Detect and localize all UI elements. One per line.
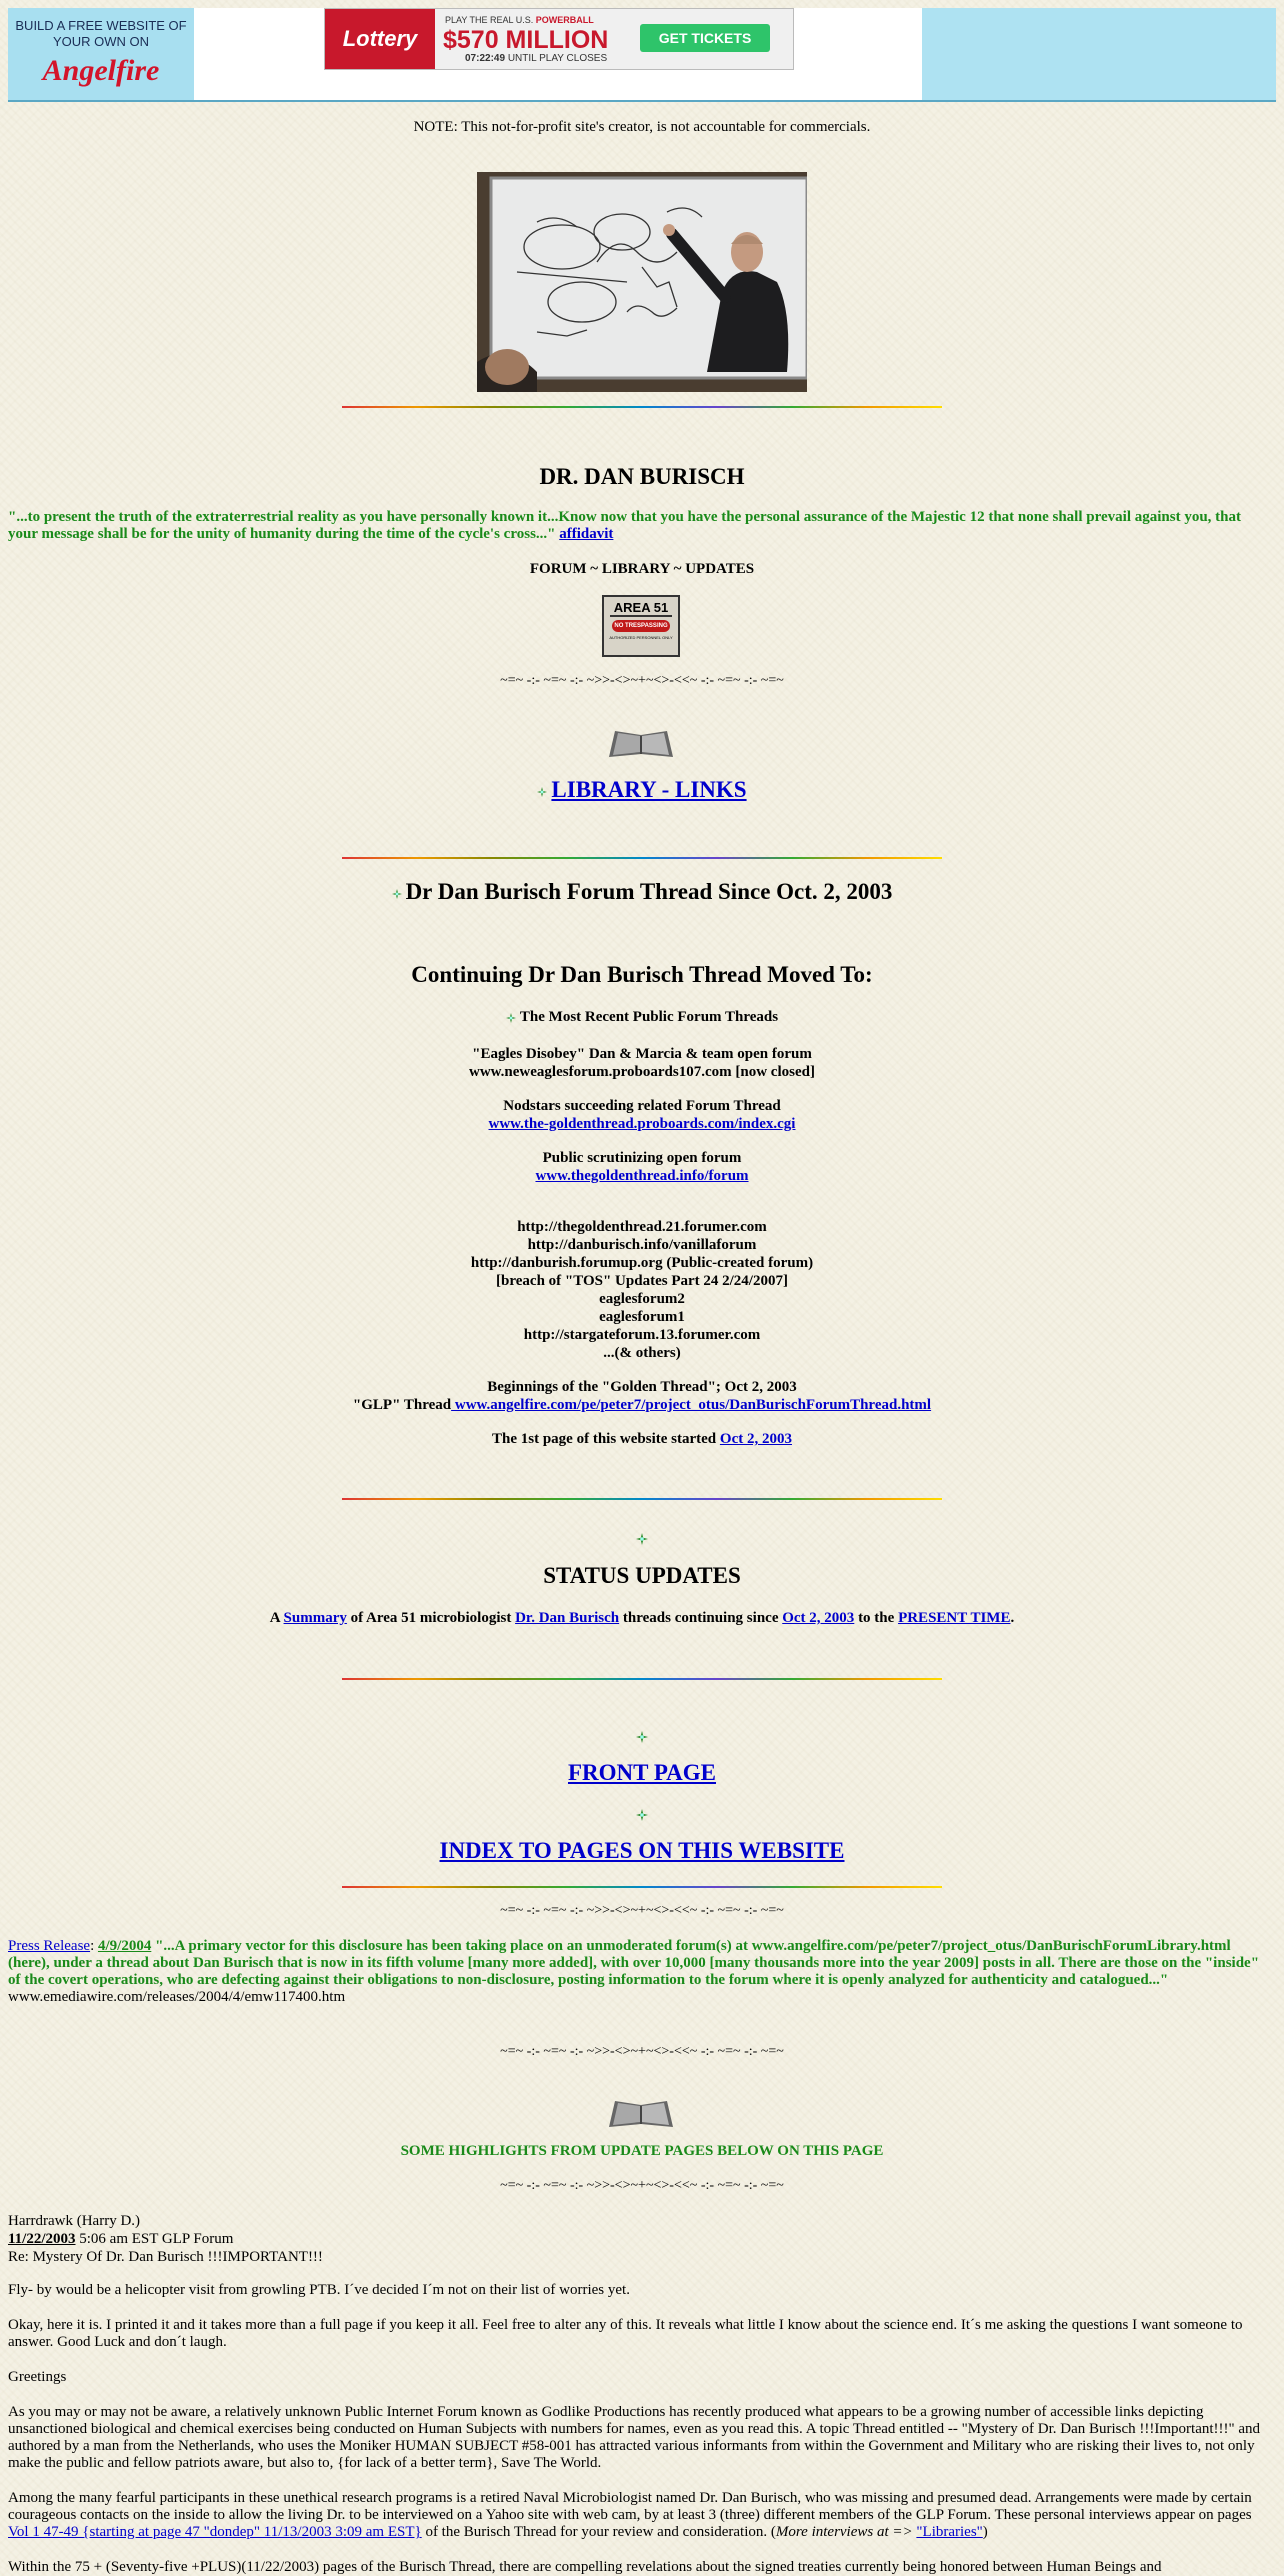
- recent-threads-label: The Most Recent Public Forum Threads: [519, 1009, 779, 1025]
- forum-list-item: ...(& others): [603, 1345, 681, 1361]
- rainbow-divider: [342, 1678, 942, 1680]
- post-paragraph: Fly- by would be a helicopter visit from growling PTB. I´ve decided I´m not on their list of worries yet.: [8, 2282, 630, 2298]
- press-sep: :: [90, 1938, 98, 1954]
- sparkle-icon: [636, 1809, 648, 1821]
- post-p5-a: Among the many fearful participants in these unethical research programs is a retired Naval Microbiologist named Dr. Dan Burisch, who was missing and presumed dead. Arrangements were made by certain courageous contacts on the inside to allow the living Dr. to be interviewed on a Yahoo site with web cam, by at least 3 (three) different members of the GLP Forum. These personal interviews appear on pages: [8, 2490, 1252, 2523]
- area51-sign-top: AREA 51: [613, 600, 669, 615]
- area51-sign-bar: [610, 615, 672, 617]
- post-p5-em: More interviews at =>: [775, 2524, 917, 2540]
- golden-thread-link[interactable]: www.angelfire.com/pe/peter7/project_otus/DanBurischForumThread.html: [451, 1397, 932, 1413]
- post-paragraph: As you may or may not be aware, a relatively unknown Public Internet Forum known as Godlike Productions has recently produced what appears to be a growing number of accessible links depicting unsanctioned biological and chemical exercises being conducted on Human Subjects with numbers for names, even as you read this. A topic Thread entitled -- "Mystery of Dr. Dan Burisch !!!Important!!!" and authored by a man from the Netherlands, who uses the Moniker HUMAN SUBJECT #58-001 has attracted various informants from within the Government and Military who are risking their lives to, not only make the public and fellow patriots aware, but also to, {for lack of a better term}, Save The World.: [8, 2404, 1261, 2471]
- summary-to: to the: [854, 1610, 899, 1626]
- sparkle-icon: [636, 1533, 648, 1545]
- divider-text: ~=~ -:- ~=~ -:- ~>>-<>~+~<>-<<~ -:- ~=~ -:- ~=~: [500, 2178, 784, 2193]
- post-p5-b: of the Burisch Thread for your review and consideration. (: [421, 2524, 776, 2540]
- index-sparkle: [8, 1806, 1276, 1823]
- sparkle-icon: [506, 1013, 516, 1023]
- ad-small-highlight: POWERBALL: [535, 15, 594, 25]
- ad-timer: [465, 53, 607, 64]
- public-forum-link[interactable]: www.thegoldenthread.info/forum: [535, 1168, 749, 1184]
- forum-list-item: [breach of "TOS" Updates Part 24 2/24/2007]: [496, 1273, 788, 1289]
- vol1-pages-link[interactable]: Vol 1 47-49 {starting at page 47 "dondep" 11/13/2003 3:09 am EST}: [8, 2524, 422, 2540]
- ad-small-text: [445, 15, 594, 25]
- post-time: 5:06 am EST GLP Forum: [75, 2231, 234, 2247]
- summary-of: of Area 51 microbiologist: [346, 1610, 516, 1626]
- library-links-link[interactable]: LIBRARY - LINKS: [551, 777, 747, 802]
- golden-thread-title: Beginnings of the "Golden Thread"; Oct 2, 2003: [487, 1379, 797, 1395]
- post-p5-c: ): [982, 2524, 988, 2540]
- rainbow-divider: [342, 857, 942, 859]
- ad-amount: $570 MILLION: [443, 26, 609, 54]
- summary-line: [8, 1610, 1276, 1627]
- dan-burisch-link[interactable]: Dr. Dan Burisch: [515, 1610, 620, 1626]
- forum-library-updates: FORUM ~ LIBRARY ~ UPDATES: [529, 561, 755, 577]
- front-sparkle: [8, 1728, 1276, 1745]
- first-page-date-link[interactable]: Oct 2, 2003: [719, 1431, 792, 1447]
- summary-end: .: [1010, 1610, 1015, 1626]
- ad-timer-text: UNTIL PLAY CLOSES: [507, 53, 608, 64]
- book-icon: [607, 727, 675, 759]
- majestic-quote: [8, 509, 1274, 543]
- summary-link[interactable]: Summary: [283, 1610, 347, 1626]
- book-icon: [607, 2097, 675, 2129]
- top-banner-filler: [922, 8, 1276, 100]
- post-paragraph: Okay, here it is. I printed it and it takes more than a full page if you keep it all. Feel free to alter any of this. It reveals what little I know about the science end. It´s me asking the questions I want someone to answer. Good Luck and don´t laugh.: [8, 2317, 1243, 2350]
- nodstars-forum-title: Nodstars succeeding related Forum Thread: [503, 1098, 781, 1114]
- public-forum: [8, 1149, 1276, 1185]
- summary-cont: threads continuing since: [619, 1610, 783, 1626]
- rainbow-divider: [342, 1498, 942, 1500]
- first-page-line: [8, 1431, 1276, 1448]
- quote-text: "...to present the truth of the extraterrestrial reality as you have personally known it...Know now that you have the personal assurance of the Majestic 12 that none shall prevail against you, that your message shall be for the unity of humanity during the time of the cycle's cross...": [8, 509, 1242, 542]
- eagles-forum: [8, 1045, 1276, 1081]
- front-page-row: [8, 1760, 1276, 1786]
- sparkle-icon: [537, 787, 547, 797]
- present-time-link[interactable]: PRESENT TIME: [898, 1610, 1011, 1626]
- post-paragraph: [8, 2490, 1274, 2541]
- press-release-link[interactable]: Press Release: [8, 1938, 91, 1954]
- public-forum-title: Public scrutinizing open forum: [542, 1150, 742, 1166]
- forum-list-item: http://danburish.forumup.org (Public-created forum): [470, 1255, 814, 1271]
- eagles-forum-title: "Eagles Disobey" Dan & Marcia & team open forum: [472, 1046, 812, 1062]
- angelfire-tagline: BUILD A FREE WEBSITE OF YOUR OWN ON: [15, 18, 187, 49]
- libraries-link[interactable]: "Libraries": [916, 2524, 983, 2540]
- nodstars-forum-link[interactable]: www.the-goldenthread.proboards.com/index.cgi: [488, 1116, 796, 1132]
- ad-timer-value: 07:22:49: [465, 53, 506, 64]
- lottery-ad[interactable]: [324, 8, 794, 70]
- divider-text: ~=~ -:- ~=~ -:- ~>>-<>~+~<>-<<~ -:- ~=~ -:- ~=~: [500, 2044, 784, 2059]
- status-sparkle: [8, 1530, 1276, 1547]
- sparkle-icon: [636, 1731, 648, 1743]
- forum-post: [8, 2212, 1274, 2266]
- page-title: DR. DAN BURISCH: [539, 464, 745, 489]
- rainbow-divider: [342, 406, 942, 408]
- whiteboard-photo: [477, 172, 807, 392]
- lottery-brand: Lottery: [325, 9, 435, 69]
- post-subject: Re: Mystery Of Dr. Dan Burisch !!!IMPORTANT!!!: [8, 2249, 323, 2265]
- nodstars-forum: [8, 1097, 1276, 1133]
- golden-thread: [8, 1378, 1276, 1414]
- forum-list-item: eaglesforum2: [599, 1291, 685, 1307]
- forum-list-item: http://thegoldenthread.21.forumer.com: [517, 1219, 767, 1235]
- forum-list-item: eaglesforum1: [599, 1309, 685, 1325]
- rainbow-divider: [342, 1886, 942, 1888]
- angelfire-logo: Angelfire: [42, 54, 160, 87]
- index-pages-link[interactable]: INDEX TO PAGES ON THIS WEBSITE: [439, 1838, 845, 1863]
- index-row: [8, 1838, 1276, 1864]
- highlights-heading: SOME HIGHLIGHTS FROM UPDATE PAGES BELOW ON THIS PAGE: [400, 2143, 884, 2159]
- press-date-link[interactable]: 4/9/2004: [97, 1938, 152, 1954]
- forum-list: [8, 1218, 1276, 1362]
- post-paragraph: Within the 75 + (Seventy-five +PLUS)(11/22/2003) pages of the Burisch Thread, there are compelling revelations about the signed treaties currently being honored between Human Beings and: [8, 2559, 1162, 2575]
- angelfire-banner[interactable]: [8, 8, 194, 100]
- summary-a: A: [269, 1610, 284, 1626]
- eagles-forum-url: www.neweaglesforum.proboards107.com [now closed]: [469, 1064, 815, 1080]
- press-release: [8, 1938, 1274, 2006]
- area51-sign-mid: NO TRESPASSING: [612, 620, 670, 632]
- forum-thread-heading: Dr Dan Burisch Forum Thread Since Oct. 2, 2003: [405, 879, 893, 904]
- divider-text: ~=~ -:- ~=~ -:- ~>>-<>~+~<>-<<~ -:- ~=~ -:- ~=~: [500, 1903, 784, 1918]
- divider-text: ~=~ -:- ~=~ -:- ~>>-<>~+~<>-<<~ -:- ~=~ -:- ~=~: [500, 673, 784, 688]
- get-tickets-button[interactable]: GET TICKETS: [640, 24, 770, 52]
- press-source: www.emediawire.com/releases/2004/4/emw117400.htm: [8, 1989, 346, 2005]
- front-page-link[interactable]: FRONT PAGE: [567, 1760, 717, 1785]
- library-links-row: [8, 777, 1276, 803]
- press-quote: "...A primary vector for this disclosure has been taking place on an unmoderated forum(s) at www.angelfire.com/pe/peter7/project_otus/DanBurischForumLibrary.html (here), under a thread about Dan Burisch that is now in its fifth volume [many more added], with over 10,000 [many thousands more into the year 2009] posts in all. There are those on the "inside" of the covert operations, who are defecting against their obligations to non-disclosure, posting information to the forum where it is openly analyzed for authenticity and catalogued...": [8, 1938, 1260, 1988]
- sparkle-icon: [392, 889, 402, 899]
- affidavit-link[interactable]: affidavit: [559, 526, 614, 542]
- status-updates-heading: STATUS UPDATES: [543, 1563, 741, 1588]
- moved-heading: Continuing Dr Dan Burisch Thread Moved To:: [411, 962, 873, 987]
- oct-2-2003-link[interactable]: Oct 2, 2003: [782, 1610, 855, 1626]
- post-paragraph: Greetings: [8, 2369, 67, 2385]
- golden-thread-prefix: "GLP" Thread: [352, 1397, 452, 1413]
- recent-threads-row: [8, 1009, 1276, 1026]
- first-page-text: The 1st page of this website started: [492, 1431, 720, 1447]
- forum-list-item: http://danburisch.info/vanillaforum: [527, 1237, 757, 1253]
- forum-thread-heading-row: [8, 879, 1276, 905]
- commercial-note: NOTE: This not-for-profit site's creator, is not accountable for commercials.: [413, 119, 871, 135]
- area51-sign-bottom: AUTHORIZED PERSONNEL ONLY: [609, 635, 673, 640]
- post-author: Harrdrawk (Harry D.): [8, 2213, 141, 2229]
- area51-sign[interactable]: [602, 595, 680, 657]
- post-date-link[interactable]: 11/22/2003: [8, 2231, 76, 2247]
- banner-divider: [8, 100, 1276, 102]
- ad-small-prefix: PLAY THE REAL U.S.: [445, 15, 534, 25]
- forum-list-item: http://stargateforum.13.forumer.com: [523, 1327, 761, 1343]
